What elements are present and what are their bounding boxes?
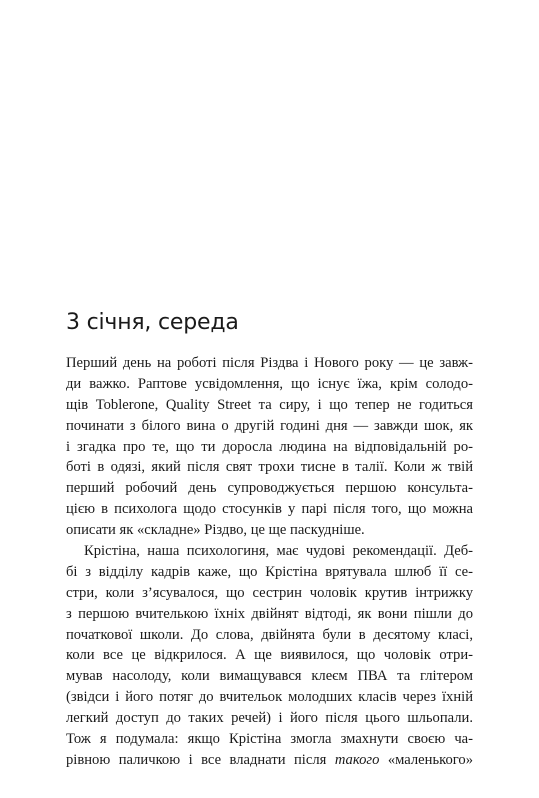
text-line: боті в одязі, який після свят трохи тисне в талії. Коли ж твій [66, 459, 473, 476]
text-fragment: «маленького» [379, 751, 473, 768]
text-line: Крістіна, наша психологиня, має чудові рекомендації. Деб- [84, 543, 473, 560]
text-line: стри, коли з’ясувалося, що сестрин чоловік крутив інтрижку [66, 584, 473, 601]
text-line: Тож я подумала: якщо Крістіна змогла змахнути своєю ча- [66, 731, 473, 748]
text-fragment: рівною паличкою і все владнати після [66, 751, 335, 768]
paragraph-1 [66, 353, 473, 541]
text-line: коли все це відкрилося. А ще виявилося, що чоловік отри- [66, 647, 473, 664]
italic-emphasis: такого [334, 751, 380, 768]
text-line: початкової школи. До слова, двійнята були в десятому класі, [66, 626, 473, 643]
text-line [66, 750, 473, 771]
text-line: цією в психолога щодо стосунків у парі після того, що можна [66, 501, 473, 518]
text-line: описати як «складне» Різдво, це ще паскудніше. [66, 522, 365, 539]
chapter-heading: 3 січня, середа [66, 310, 239, 335]
text-line: (звідси і його потяг до вчительок молодших класів через їхній [66, 689, 473, 706]
text-line: ди важко. Раптове усвідомлення, що існує їжа, крім солодо- [66, 375, 473, 392]
text-line: з першою вчителькою їхніх двійнят відтоді, як вони пішли до [66, 605, 473, 622]
text-line: перший робочий день супроводжується першою консульта- [66, 480, 473, 497]
text-line: Перший день на роботі після Різдва і Нового року — це завж- [66, 355, 473, 371]
paragraph-2 [66, 541, 473, 771]
text-line: починати з білого вина о другій годині дня — завжди шок, як [66, 417, 473, 434]
body-text [66, 353, 473, 771]
text-line: мував насолоду, коли вимащувався клеєм ПВА та глітером [66, 668, 473, 685]
text-line: і згадка про те, що ти доросла людина на відповідальній ро- [66, 438, 473, 455]
text-line: легкий доступ до таких речей) і його після цього шльопали. [66, 710, 473, 727]
text-line: щів Toblerone, Quality Street та сиру, і що тепер не годиться [66, 396, 473, 413]
text-line: бі з відділу кадрів каже, що Крістіна врятувала шлюб її се- [66, 563, 473, 580]
